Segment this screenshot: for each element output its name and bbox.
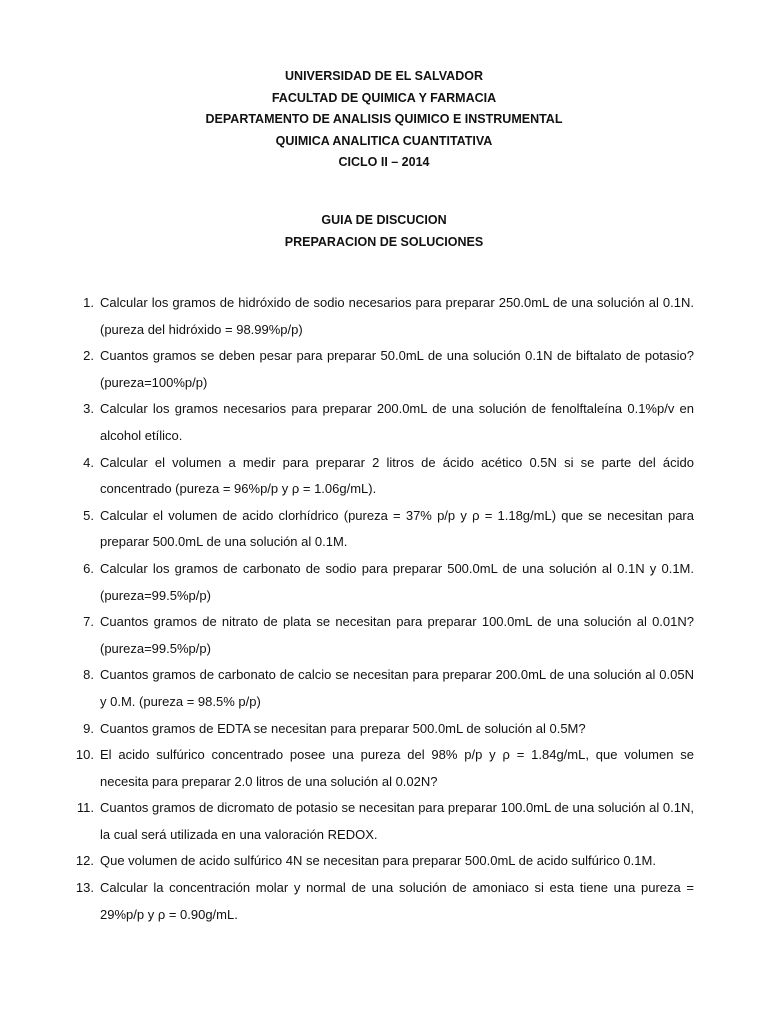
question-number: 7.: [83, 614, 94, 630]
question-item: [72, 742, 694, 795]
question-text: Calcular los gramos de carbonato de sodio para preparar 500.0mL de una solución al 0.1N y 0.1M. (pureza=99.5%p/p): [100, 560, 694, 603]
document-subtitle: [0, 210, 768, 253]
question-item: [72, 503, 694, 556]
question-item: [72, 848, 694, 875]
university-name: UNIVERSIDAD DE EL SALVADOR: [285, 69, 483, 83]
question-number: 2.: [83, 348, 94, 364]
question-text: Cuantos gramos se deben pesar para preparar 50.0mL de una solución 0.1N de biftalato de potasio? (pureza=100%p/p): [100, 348, 694, 390]
question-text: Cuantos gramos de carbonato de calcio se necesitan para preparar 200.0mL de una solución al 0.05N y 0.M. (pureza = 98.5% p/p): [100, 667, 694, 709]
question-number: 3.: [83, 401, 94, 417]
question-text: Calcular el volumen a medir para preparar 2 litros de ácido acético 0.5N si se parte del ácido concentrado (pureza = 96%p/p y ρ = 1.06g/mL).: [100, 454, 694, 497]
question-item: [72, 716, 694, 743]
question-number: 5.: [83, 507, 94, 523]
question-number: 12.: [75, 853, 94, 869]
question-item: [72, 290, 694, 343]
question-number: 11.: [76, 800, 94, 816]
question-text: El acido sulfúrico concentrado posee una pureza del 98% p/p y ρ = 1.84g/mL, que volumen se necesita para preparar 2.0 litros de una solución al 0.02N?: [100, 747, 694, 789]
question-item: [72, 609, 694, 662]
topic-title: PREPARACION DE SOLUCIONES: [284, 234, 484, 249]
question-item: [72, 396, 694, 449]
question-text: Calcular los gramos necesarios para preparar 200.0mL de una solución de fenolftaleína 0.1%p/v en alcohol etílico.: [100, 401, 694, 443]
question-item: [72, 662, 694, 715]
question-text: Calcular el volumen de acido clorhídrico (pureza = 37% p/p y ρ = 1.18g/mL) que se necesitan para preparar 500.0mL de una solución al 0.1M.: [100, 507, 694, 550]
question-text: Calcular la concentración molar y normal de una solución de amoniaco si esta tiene una pureza = 29%p/p y ρ = 0.90g/mL.: [100, 880, 694, 922]
question-item: [72, 875, 694, 928]
question-number: 1.: [83, 295, 94, 310]
question-text: Cuantos gramos de EDTA se necesitan para preparar 500.0mL de solución al 0.5M?: [100, 720, 586, 736]
faculty-name: FACULTAD DE QUIMICA Y FARMACIA: [271, 90, 497, 105]
question-number: 13.: [75, 880, 94, 896]
question-item: [72, 795, 694, 848]
guide-title: GUIA DE DISCUCION: [321, 213, 447, 227]
question-text: Que volumen de acido sulfúrico 4N se necesitan para preparar 500.0mL de acido sulfúrico 0.1M.: [100, 853, 656, 869]
question-number: 4.: [83, 454, 94, 470]
question-item: [72, 450, 694, 503]
question-item: [72, 556, 694, 609]
question-text: Cuantos gramos de dicromato de potasio se necesitan para preparar 100.0mL de una solución al 0.1N, la cual será utilizada en una valoración REDOX.: [100, 800, 694, 842]
question-number: 6.: [83, 560, 94, 576]
department-name: DEPARTAMENTO DE ANALISIS QUIMICO E INSTRUMENTAL: [205, 112, 563, 126]
question-list: [72, 290, 694, 928]
question-item: [72, 343, 694, 396]
course-name: QUIMICA ANALITICA CUANTITATIVA: [275, 133, 493, 148]
cycle-label: CICLO II – 2014: [338, 155, 430, 169]
question-number: 9.: [83, 720, 94, 736]
document-header: [0, 66, 768, 174]
question-text: Calcular los gramos de hidróxido de sodio necesarios para preparar 250.0mL de una solución al 0.1N. (pureza del hidróxido = 98.99%p/p): [100, 295, 694, 337]
question-number: 10.: [75, 747, 94, 763]
question-text: Cuantos gramos de nitrato de plata se necesitan para preparar 100.0mL de una solución al 0.01N? (pureza=99.5%p/p): [100, 614, 694, 656]
question-number: 8.: [83, 667, 94, 683]
